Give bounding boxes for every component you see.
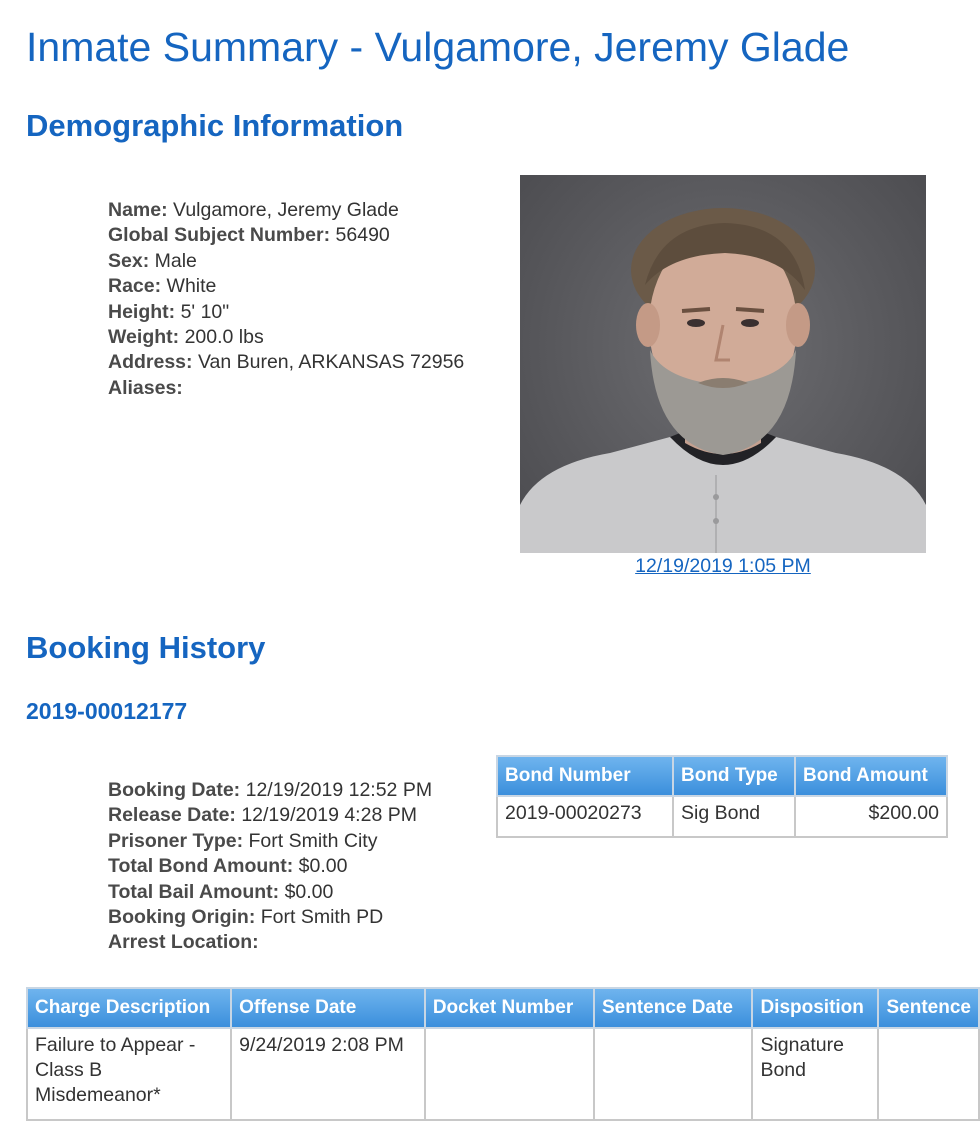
field-address: Address: Van Buren, ARKANSAS 72956 xyxy=(108,351,465,374)
charge-table-header xyxy=(27,988,979,1028)
column-header-sentence[interactable]: Sentence xyxy=(878,988,979,1028)
field-sex: Sex: Male xyxy=(108,249,197,272)
field-arrest-location: Arrest Location: xyxy=(108,931,259,954)
demographic-fields xyxy=(108,198,464,401)
field-total-bond-amount: Total Bond Amount: $0.00 xyxy=(108,855,348,878)
disposition-cell: Signature Bond xyxy=(752,1028,878,1120)
field-weight: Weight: 200.0 lbs xyxy=(108,326,264,349)
column-header-docket-number[interactable]: Docket Number xyxy=(425,988,594,1028)
offense-date-cell: 9/24/2019 2:08 PM xyxy=(231,1028,425,1120)
column-header-charge-description[interactable]: Charge Description xyxy=(27,988,231,1028)
bond-table-header xyxy=(497,756,947,796)
booking-fields xyxy=(108,778,432,956)
bond-amount-cell: $200.00 xyxy=(795,796,947,837)
booking-number[interactable]: 2019-00012177 xyxy=(26,698,188,724)
bond-number-cell: 2019-00020273 xyxy=(497,796,673,837)
column-header-sentence-date[interactable]: Sentence Date xyxy=(594,988,753,1028)
bond-table xyxy=(496,755,948,838)
booking-history-heading: Booking History xyxy=(26,630,266,665)
column-header-bond-type[interactable]: Bond Type xyxy=(673,756,795,796)
mugshot-illustration xyxy=(520,175,926,553)
field-booking-date: Booking Date: 12/19/2019 12:52 PM xyxy=(108,779,433,801)
field-prisoner-type: Prisoner Type: Fort Smith City xyxy=(108,829,378,852)
column-header-bond-amount[interactable]: Bond Amount xyxy=(795,756,947,796)
docket-number-cell xyxy=(425,1028,594,1120)
sentence-date-cell xyxy=(594,1028,753,1120)
field-aliases: Aliases: xyxy=(108,376,183,399)
charge-description-cell: Failure to Appear - Class B Misdemeanor* xyxy=(27,1028,231,1120)
sentence-cell xyxy=(878,1028,979,1120)
column-header-bond-number[interactable]: Bond Number xyxy=(497,756,673,796)
column-header-disposition[interactable]: Disposition xyxy=(752,988,878,1028)
charge-table xyxy=(26,987,980,1121)
field-booking-origin: Booking Origin: Fort Smith PD xyxy=(108,906,384,929)
field-global-subject-number: Global Subject Number: 56490 xyxy=(108,224,390,247)
table-row xyxy=(497,796,947,837)
field-height: Height: 5' 10" xyxy=(108,300,230,323)
field-release-date: Release Date: 12/19/2019 4:28 PM xyxy=(108,804,417,827)
field-name: Name: Vulgamore, Jeremy Glade xyxy=(108,199,399,221)
mugshot-photo[interactable] xyxy=(520,175,926,553)
field-race: Race: White xyxy=(108,275,217,298)
column-header-offense-date[interactable]: Offense Date xyxy=(231,988,425,1028)
bond-type-cell: Sig Bond xyxy=(673,796,795,837)
field-total-bail-amount: Total Bail Amount: $0.00 xyxy=(108,880,334,903)
demographic-heading: Demographic Information xyxy=(26,108,404,143)
page-title: Inmate Summary - Vulgamore, Jeremy Glade xyxy=(26,24,850,70)
photo-date-link[interactable]: 12/19/2019 1:05 PM xyxy=(635,555,811,577)
table-row xyxy=(27,1028,979,1120)
